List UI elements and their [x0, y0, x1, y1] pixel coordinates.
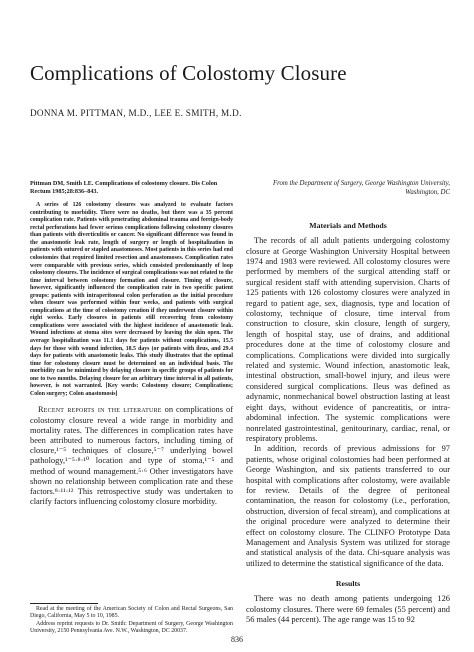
methods-heading: Materials and Methods: [309, 221, 387, 231]
affiliation: From the Department of Surgery, George Washington University, Washington, DC: [272, 180, 450, 196]
footnote-meeting: Read at the meeting of the American Society of Colon and Rectal Surgeons, San Diego, California, May 5 to 10, 1985.: [30, 606, 233, 620]
citation: Pittman DM, Smith LE. Complications of colostomy closure. Dis Colon Rectum 1985;28:836–843.: [30, 180, 218, 196]
left-column: [30, 180, 233, 507]
results-paragraph: There was no death among patients undergoing 126 colostomy closures. There were 69 females (55 percent) and 56 males (44 percent). The age range was 15 to 92: [246, 594, 450, 624]
intro-text: on complications of colostomy closure reveal a wide range in morbidity and mortality rates. The differences in complication rates have been attributed to numerous factors, including timing of closure,¹⁻⁵ techniques of closure,⁵⁻⁷ underlying bowel pathology,¹⁻⁵·⁸·¹⁰ location and type of stoma,¹⁻⁵ and method of wound management.⁵·⁶ Other investigators have shown no relationship between complication rate and these factors.⁸·¹¹·¹² This retrospective study was undertaken to clarify factors influencing colostomy closure morbidity.: [30, 405, 233, 507]
introduction: [30, 405, 233, 507]
footnote-reprint: Address reprint requests to Dr. Smith: Department of Surgery, George Washington University, 2150 Pennsylvania Ave. N.W., Washington, DC 20037.: [30, 620, 233, 634]
abstract: A series of 126 colostomy closures was analyzed to evaluate factors contributing to morbidity. There were no deaths, but there was a 35 percent complication rate. Patients with penetrating abdominal trauma and foreign-body rectal perforations had fewer serious complications following colostomy closures than patients with diverticulitis or cancer. No significant difference was found in the anastomotic leak rate, length of surgery or length of hospitalization in patients with sutured or stapled anastomoses. Most patients in this series had end colostomies that required limited resection and anastomoses. Complication rates were comparable with previous series, which consisted predominantly of loop colostomy closures. The incidence of surgical complications was not related to the time interval between colostomy formation and closure. Timing of closure, however, significantly influenced the complication rate in two specific patient groups: patients with intraperitoneal colon perforation as the initial procedure when closure was performed within four weeks, and patients with surgical complications at the time of colostomy creation if they underwent closure within eight weeks. Early closures in patients still recovering from colostomy complications were associated with the highest incidence of anastomotic leak. Wound infections at stoma sites were decreased by leaving the skin open. The average hospitalization was 11.1 days for patients without complications, 15.5 days for those with wound infection, 18.5 days (or patients with ileus, and 29.4 days for patients with anastomotic leaks. This study illustrates that the optimal time for colostomy closure must be determined on an individual basis. The morbidity can be minimized by delaying closure in specific groups of patients for one to two months. Delaying closure for an arbitrary time interval in all patients, however, is not warranted. [Key words: Colostomy closure; Complications; Colon surgery; Colon anastomosis]: [30, 202, 233, 397]
footnote-rule: [30, 603, 98, 604]
intro-lead: Recent reports in the literature: [38, 405, 162, 415]
footnotes: [30, 606, 233, 635]
methods-paragraph: In addition, records of previous admissions for 97 patients, whose original colostomies had been performed at George Washington, and six patients transferred to our hospital with complications after colostomy, were available for review. Details of the degree of peritoneal contamination, the reason for colostomy (i.e., perforation, obstruction, diversion of fecal stream), and complications at the original procedure were analyzed to determine their effect on colostomy closure. The CLINFO Prototype Data Management and Analysis System was utilized for storage and statistical analysis of the data. Chi-square analysis was utilized to determine the statistical significance of the data.: [246, 444, 450, 568]
page-number: 836: [231, 635, 243, 644]
section-gap: [246, 569, 450, 579]
right-column: [246, 180, 450, 625]
methods-paragraph: The records of all adult patients undergoing colostomy closure at George Washington University Hospital between 1974 and 1983 were reviewed. All colostomy closures were performed by members of the surgical attending staff or surgical resident staff with attending supervision. Charts of 125 patients with 126 colostomy closures were analyzed in regard to patient age, sex, diagnosis, type and location of colostomy, technique of closure, time interval from construction to closure, skin closure, length of surgery, length of hospital stay, use of drains, and additional procedures done at the time of colostomy closure and complications. Complications were divided into surgically related and systemic. Wound infection, anastomotic leak, intestinal obstruction, small-bowel injury, and ileus were considered surgical complications. Ileus was defined as adynamic, nonmechanical bowel obstruction lasting at least eight days, without evidence of pancreatitis, or intra-abdominal infection. The systemic complications were nonrelated gastrointestinal, genitourinary, cardiac, renal, or respiratory problems.: [246, 236, 450, 443]
results-heading: Results: [335, 579, 361, 589]
article-authors: DONNA M. PITTMAN, M.D., LEE E. SMITH, M.D.: [30, 108, 242, 118]
article-title: Complications of Colostomy Closure: [30, 61, 347, 85]
